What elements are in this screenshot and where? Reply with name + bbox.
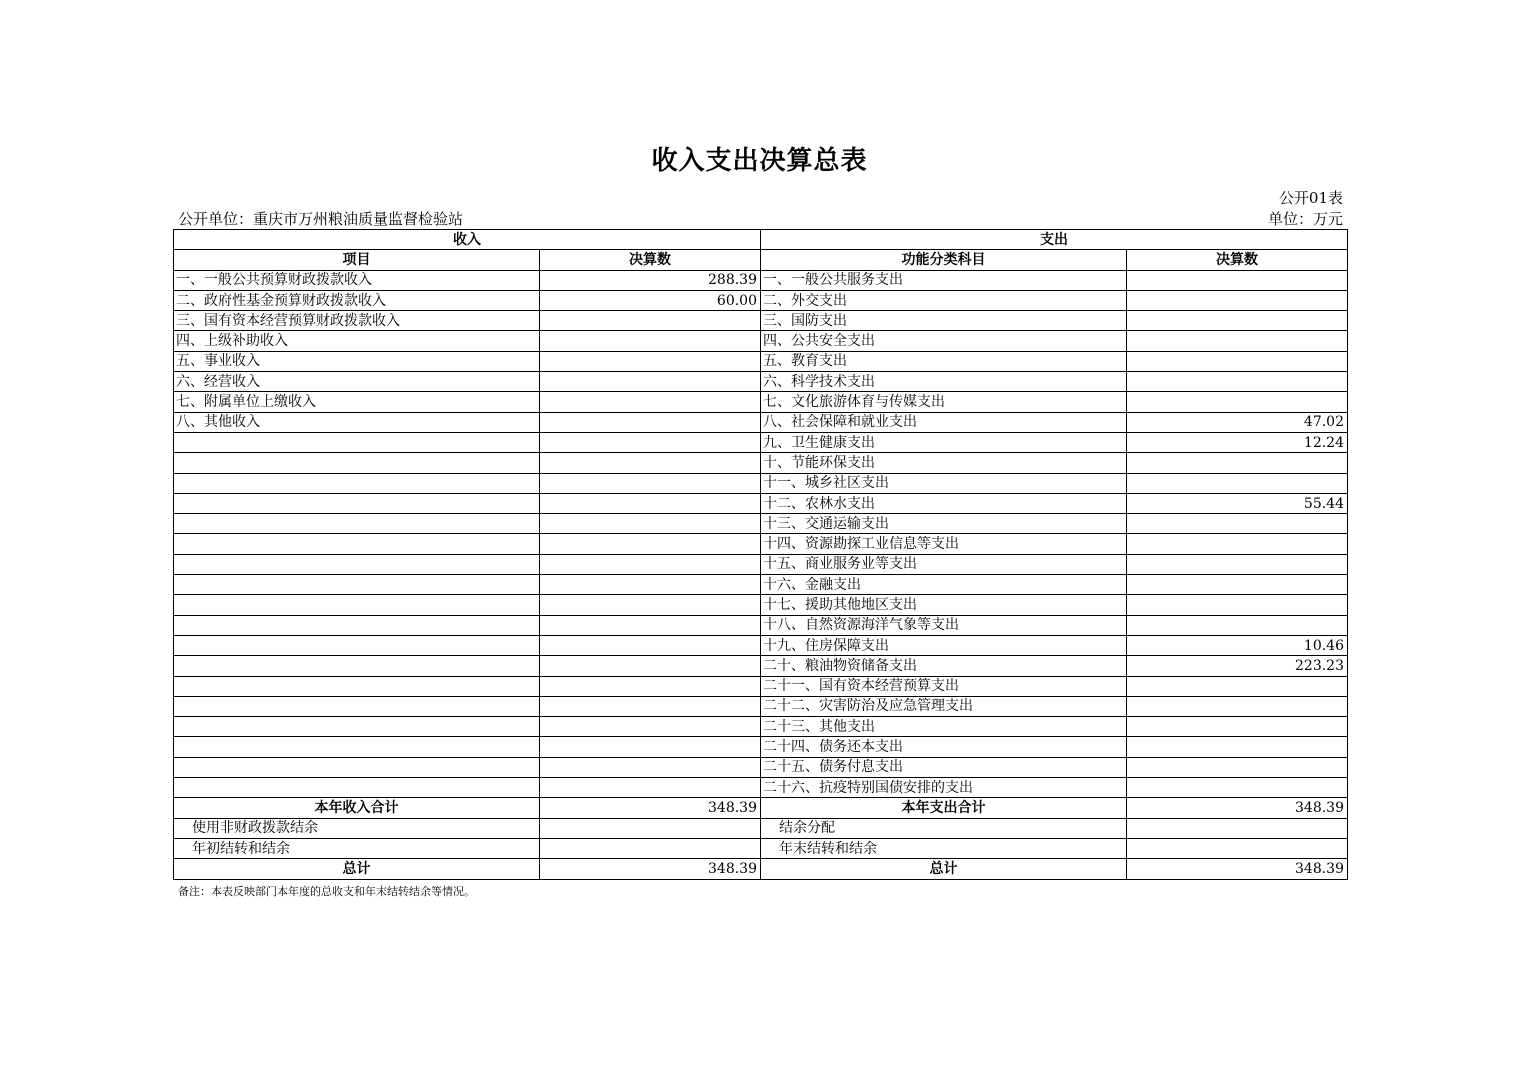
expense-item-cell: 五、教育支出: [761, 351, 1127, 371]
income-item-cell: 七、附属单位上缴收入: [174, 392, 540, 412]
expense-amount-cell: [1127, 392, 1348, 412]
expense-amount-cell: [1127, 372, 1348, 392]
expense-item-cell: 十、节能环保支出: [761, 453, 1127, 473]
income-header: 收入: [174, 230, 761, 250]
income-item-cell: [174, 493, 540, 513]
expense-item-cell: 十三、交通运输支出: [761, 514, 1127, 534]
expense-amount-cell: [1127, 514, 1348, 534]
expense-amount-cell: [1127, 757, 1348, 777]
expense-item-cell: 八、社会保障和就业支出: [761, 412, 1127, 432]
total-expense-value: 348.39: [1127, 859, 1348, 879]
distribution-label: 结余分配: [761, 818, 1127, 838]
income-amount-cell: [540, 575, 761, 595]
year-income-value: 348.39: [540, 798, 761, 818]
income-item-cell: [174, 534, 540, 554]
expense-amount-cell: [1127, 737, 1348, 757]
header-row-group: [174, 230, 1348, 250]
nonfiscal-row: [174, 818, 1348, 838]
table-row: [174, 554, 1348, 574]
expense-amount-cell: [1127, 615, 1348, 635]
expense-amount-cell: [1127, 575, 1348, 595]
expense-item-cell: 一、一般公共服务支出: [761, 270, 1127, 290]
income-amount-cell: [540, 331, 761, 351]
expense-amount-cell: 55.44: [1127, 493, 1348, 513]
table-row: [174, 534, 1348, 554]
table-row: [174, 493, 1348, 513]
expense-amount-cell: [1127, 473, 1348, 493]
income-item-cell: [174, 737, 540, 757]
summary-table: [173, 229, 1348, 880]
income-item-cell: 八、其他收入: [174, 412, 540, 432]
table-row: [174, 473, 1348, 493]
table-row: [174, 615, 1348, 635]
reporting-unit: 公开单位：重庆市万州粮油质量监督检验站: [178, 210, 464, 228]
income-item-cell: 三、国有资本经营预算财政拨款收入: [174, 311, 540, 331]
expense-item-cell: 十六、金融支出: [761, 575, 1127, 595]
table-row: [174, 311, 1348, 331]
income-item-cell: [174, 554, 540, 574]
income-amount-cell: [540, 778, 761, 798]
expense-item-cell: 二十二、灾害防治及应急管理支出: [761, 696, 1127, 716]
expense-amount-cell: [1127, 696, 1348, 716]
income-item-cell: [174, 635, 540, 655]
income-amount-cell: [540, 473, 761, 493]
expense-item-cell: 十一、城乡社区支出: [761, 473, 1127, 493]
table-row: [174, 331, 1348, 351]
nonfiscal-label: 使用非财政拨款结余: [174, 818, 540, 838]
expense-amount-cell: 47.02: [1127, 412, 1348, 432]
income-amount-cell: [540, 554, 761, 574]
distribution-value: [1127, 818, 1348, 838]
income-item-cell: [174, 575, 540, 595]
income-amount-cell: [540, 372, 761, 392]
unit-measure: 单位：万元: [1267, 210, 1343, 228]
income-item-cell: 二、政府性基金预算财政拨款收入: [174, 290, 540, 310]
table-row: [174, 676, 1348, 696]
table-row: [174, 696, 1348, 716]
table-row: [174, 514, 1348, 534]
table-row: [174, 432, 1348, 452]
table-row: [174, 595, 1348, 615]
expense-item-cell: 二十四、债务还本支出: [761, 737, 1127, 757]
income-item-cell: 四、上级补助收入: [174, 331, 540, 351]
expense-item-cell: 六、科学技术支出: [761, 372, 1127, 392]
expense-amount-cell: [1127, 270, 1348, 290]
income-item-cell: [174, 473, 540, 493]
income-amount-cell: [540, 595, 761, 615]
income-amount-cell: [540, 717, 761, 737]
income-item-cell: [174, 615, 540, 635]
expense-item-cell: 三、国防支出: [761, 311, 1127, 331]
expense-item-cell: 十七、援助其他地区支出: [761, 595, 1127, 615]
income-amount-cell: [540, 656, 761, 676]
income-amount-cell: [540, 453, 761, 473]
income-amount-cell: [540, 412, 761, 432]
amount-header: 决算数: [540, 250, 761, 270]
expense-item-cell: 十四、资源勘探工业信息等支出: [761, 534, 1127, 554]
expense-item-cell: 二十三、其他支出: [761, 717, 1127, 737]
year-expense-label: 本年支出合计: [761, 798, 1127, 818]
table-row: [174, 290, 1348, 310]
income-amount-cell: [540, 615, 761, 635]
income-amount-cell: [540, 635, 761, 655]
carry-row: [174, 838, 1348, 858]
carry-end-value: [1127, 838, 1348, 858]
form-number: 公开01表: [1278, 189, 1343, 207]
income-amount-cell: [540, 514, 761, 534]
nonfiscal-value: [540, 818, 761, 838]
income-amount-cell: [540, 676, 761, 696]
table-row: [174, 737, 1348, 757]
year-total-row: [174, 798, 1348, 818]
table-row: [174, 635, 1348, 655]
income-item-cell: [174, 595, 540, 615]
income-item-cell: 五、事业收入: [174, 351, 540, 371]
expense-amount-cell: 12.24: [1127, 432, 1348, 452]
expense-item-cell: 二十六、抗疫特别国债安排的支出: [761, 778, 1127, 798]
income-amount-cell: [540, 696, 761, 716]
table-row: [174, 270, 1348, 290]
income-item-cell: [174, 453, 540, 473]
income-amount-cell: [540, 432, 761, 452]
income-amount-cell: [540, 311, 761, 331]
income-item-cell: [174, 656, 540, 676]
total-income-label: 总计: [174, 859, 540, 879]
income-amount-cell: [540, 493, 761, 513]
expense-item-cell: 九、卫生健康支出: [761, 432, 1127, 452]
item-header: 项目: [174, 250, 540, 270]
expense-amount-cell: 10.46: [1127, 635, 1348, 655]
expense-amount-cell: 223.23: [1127, 656, 1348, 676]
expense-item-cell: 十九、住房保障支出: [761, 635, 1127, 655]
year-income-label: 本年收入合计: [174, 798, 540, 818]
expense-item-cell: 十五、商业服务业等支出: [761, 554, 1127, 574]
expense-amount-cell: [1127, 534, 1348, 554]
total-income-value: 348.39: [540, 859, 761, 879]
expense-amount-cell: [1127, 595, 1348, 615]
expense-item-cell: 十八、自然资源海洋气象等支出: [761, 615, 1127, 635]
income-item-cell: [174, 757, 540, 777]
footnote: 备注：本表反映部门本年度的总收支和年末结转结余等情况。: [178, 885, 475, 898]
income-amount-cell: [540, 534, 761, 554]
income-amount-cell: [540, 392, 761, 412]
income-amount-cell: [540, 351, 761, 371]
carry-begin-label: 年初结转和结余: [174, 838, 540, 858]
table-row: [174, 778, 1348, 798]
table-row: [174, 453, 1348, 473]
expense-amount-cell: [1127, 290, 1348, 310]
amount-header-2: 决算数: [1127, 250, 1348, 270]
income-item-cell: [174, 778, 540, 798]
income-item-cell: 一、一般公共预算财政拨款收入: [174, 270, 540, 290]
income-item-cell: [174, 432, 540, 452]
expense-header: 支出: [761, 230, 1348, 250]
table-row: [174, 575, 1348, 595]
income-item-cell: [174, 514, 540, 534]
table-row: [174, 392, 1348, 412]
table-row: [174, 372, 1348, 392]
table-row: [174, 717, 1348, 737]
category-header: 功能分类科目: [761, 250, 1127, 270]
income-amount-cell: 60.00: [540, 290, 761, 310]
expense-amount-cell: [1127, 717, 1348, 737]
expense-amount-cell: [1127, 351, 1348, 371]
expense-amount-cell: [1127, 453, 1348, 473]
income-item-cell: [174, 676, 540, 696]
income-amount-cell: [540, 757, 761, 777]
grand-total-row: [174, 859, 1348, 879]
expense-amount-cell: [1127, 778, 1348, 798]
total-expense-label: 总计: [761, 859, 1127, 879]
page-title: 收入支出决算总表: [651, 146, 868, 176]
income-item-cell: [174, 696, 540, 716]
expense-item-cell: 二十五、债务付息支出: [761, 757, 1127, 777]
expense-amount-cell: [1127, 554, 1348, 574]
expense-amount-cell: [1127, 676, 1348, 696]
expense-amount-cell: [1127, 331, 1348, 351]
expense-item-cell: 七、文化旅游体育与传媒支出: [761, 392, 1127, 412]
income-item-cell: 六、经营收入: [174, 372, 540, 392]
income-amount-cell: 288.39: [540, 270, 761, 290]
expense-item-cell: 二、外交支出: [761, 290, 1127, 310]
header-row-columns: [174, 250, 1348, 270]
table-row: [174, 412, 1348, 432]
carry-end-label: 年末结转和结余: [761, 838, 1127, 858]
expense-item-cell: 二十一、国有资本经营预算支出: [761, 676, 1127, 696]
table-row: [174, 757, 1348, 777]
year-expense-value: 348.39: [1127, 798, 1348, 818]
expense-item-cell: 四、公共安全支出: [761, 331, 1127, 351]
expense-item-cell: 十二、农林水支出: [761, 493, 1127, 513]
income-amount-cell: [540, 737, 761, 757]
expense-item-cell: 二十、粮油物资储备支出: [761, 656, 1127, 676]
carry-begin-value: [540, 838, 761, 858]
table-row: [174, 656, 1348, 676]
table-row: [174, 351, 1348, 371]
income-item-cell: [174, 717, 540, 737]
expense-amount-cell: [1127, 311, 1348, 331]
